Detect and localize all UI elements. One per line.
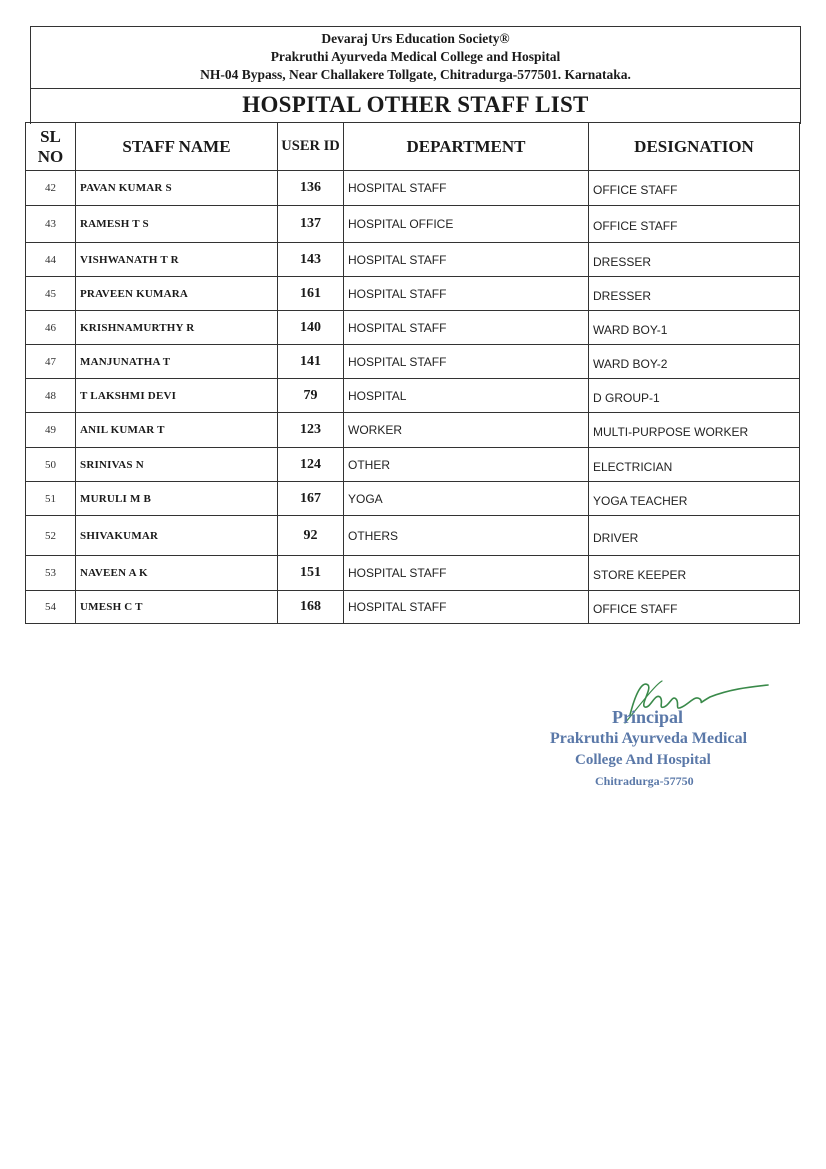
sl-cell: 50: [26, 448, 76, 482]
col-header-sl-line2: NO: [37, 146, 64, 166]
page-title: HOSPITAL OTHER STAFF LIST: [242, 92, 589, 117]
user-id-cell: 137: [278, 206, 344, 243]
user-id-cell: 136: [278, 171, 344, 206]
principal-stamp: [540, 675, 800, 805]
staff-table: [25, 122, 800, 624]
table-row: [26, 345, 800, 379]
col-header-user-id: USER ID: [278, 123, 344, 171]
table-row: [26, 448, 800, 482]
table-row: [26, 591, 800, 624]
sl-cell: 42: [26, 171, 76, 206]
designation-cell: WARD BOY-2: [589, 345, 800, 379]
sl-cell: 51: [26, 482, 76, 516]
designation-cell: MULTI-PURPOSE WORKER: [589, 413, 800, 448]
user-id-cell: 79: [278, 379, 344, 413]
user-id-cell: 92: [278, 516, 344, 556]
sl-cell: 52: [26, 516, 76, 556]
designation-cell: OFFICE STAFF: [589, 171, 800, 206]
designation-cell: WARD BOY-1: [589, 311, 800, 345]
staff-name-cell: MANJUNATHA T: [76, 345, 278, 379]
designation-cell: ELECTRICIAN: [589, 448, 800, 482]
letterhead: [30, 26, 801, 88]
designation-cell: STORE KEEPER: [589, 556, 800, 591]
sl-cell: 46: [26, 311, 76, 345]
table-row: [26, 277, 800, 311]
sl-cell: 44: [26, 243, 76, 277]
sl-cell: 48: [26, 379, 76, 413]
table-row: [26, 556, 800, 591]
sl-cell: 43: [26, 206, 76, 243]
college-name: Prakruthi Ayurveda Medical College and Hospital: [270, 49, 561, 64]
col-header-sl: [26, 123, 76, 171]
col-header-department: DEPARTMENT: [344, 123, 589, 171]
department-cell: HOSPITAL OFFICE: [344, 206, 589, 243]
department-cell: HOSPITAL: [344, 379, 589, 413]
designation-cell: DRESSER: [589, 243, 800, 277]
designation-cell: YOGA TEACHER: [589, 482, 800, 516]
staff-name-cell: PRAVEEN KUMARA: [76, 277, 278, 311]
table-row: [26, 206, 800, 243]
user-id-cell: 167: [278, 482, 344, 516]
staff-name-cell: SHIVAKUMAR: [76, 516, 278, 556]
user-id-cell: 124: [278, 448, 344, 482]
staff-name-cell: MURULI M B: [76, 482, 278, 516]
table-row: [26, 243, 800, 277]
department-cell: HOSPITAL STAFF: [344, 345, 589, 379]
stamp-line-city: Chitradurga-57750: [595, 774, 694, 788]
designation-cell: DRIVER: [589, 516, 800, 556]
staff-name-cell: ANIL KUMAR T: [76, 413, 278, 448]
sl-cell: 49: [26, 413, 76, 448]
user-id-cell: 140: [278, 311, 344, 345]
sl-cell: 45: [26, 277, 76, 311]
stamp-line-principal: Principal: [612, 707, 683, 727]
sl-cell: 54: [26, 591, 76, 624]
department-cell: HOSPITAL STAFF: [344, 171, 589, 206]
designation-cell: OFFICE STAFF: [589, 591, 800, 624]
table-row: [26, 482, 800, 516]
designation-cell: D GROUP-1: [589, 379, 800, 413]
designation-cell: OFFICE STAFF: [589, 206, 800, 243]
col-header-sl-line1: SL: [40, 126, 61, 146]
staff-name-cell: KRISHNAMURTHY R: [76, 311, 278, 345]
college-address: NH-04 Bypass, Near Challakere Tollgate, Chitradurga-577501. Karnataka.: [200, 67, 631, 82]
table-row: [26, 516, 800, 556]
department-cell: HOSPITAL STAFF: [344, 591, 589, 624]
society-name: Devaraj Urs Education Society®: [321, 31, 510, 46]
stamp-line-college: Prakruthi Ayurveda Medical: [550, 730, 748, 747]
staff-name-cell: T LAKSHMI DEVI: [76, 379, 278, 413]
user-id-cell: 143: [278, 243, 344, 277]
table-header-row: [26, 123, 800, 171]
department-cell: OTHERS: [344, 516, 589, 556]
staff-name-cell: VISHWANATH T R: [76, 243, 278, 277]
department-cell: HOSPITAL STAFF: [344, 243, 589, 277]
user-id-cell: 123: [278, 413, 344, 448]
department-cell: YOGA: [344, 482, 589, 516]
stamp-line-hospital: College And Hospital: [575, 752, 711, 768]
staff-name-cell: NAVEEN A K: [76, 556, 278, 591]
department-cell: WORKER: [344, 413, 589, 448]
table-row: [26, 379, 800, 413]
user-id-cell: 161: [278, 277, 344, 311]
col-header-name: STAFF NAME: [76, 123, 278, 171]
user-id-cell: 151: [278, 556, 344, 591]
table-row: [26, 311, 800, 345]
sl-cell: 47: [26, 345, 76, 379]
staff-table-body: [26, 171, 800, 624]
staff-name-cell: RAMESH T S: [76, 206, 278, 243]
department-cell: HOSPITAL STAFF: [344, 556, 589, 591]
staff-name-cell: PAVAN KUMAR S: [76, 171, 278, 206]
sl-cell: 53: [26, 556, 76, 591]
designation-cell: DRESSER: [589, 277, 800, 311]
table-row: [26, 171, 800, 206]
user-id-cell: 141: [278, 345, 344, 379]
staff-name-cell: SRINIVAS N: [76, 448, 278, 482]
staff-name-cell: UMESH C T: [76, 591, 278, 624]
col-header-designation: DESIGNATION: [589, 123, 800, 171]
department-cell: HOSPITAL STAFF: [344, 311, 589, 345]
department-cell: OTHER: [344, 448, 589, 482]
table-row: [26, 413, 800, 448]
user-id-cell: 168: [278, 591, 344, 624]
department-cell: HOSPITAL STAFF: [344, 277, 589, 311]
title-box: [30, 88, 801, 124]
